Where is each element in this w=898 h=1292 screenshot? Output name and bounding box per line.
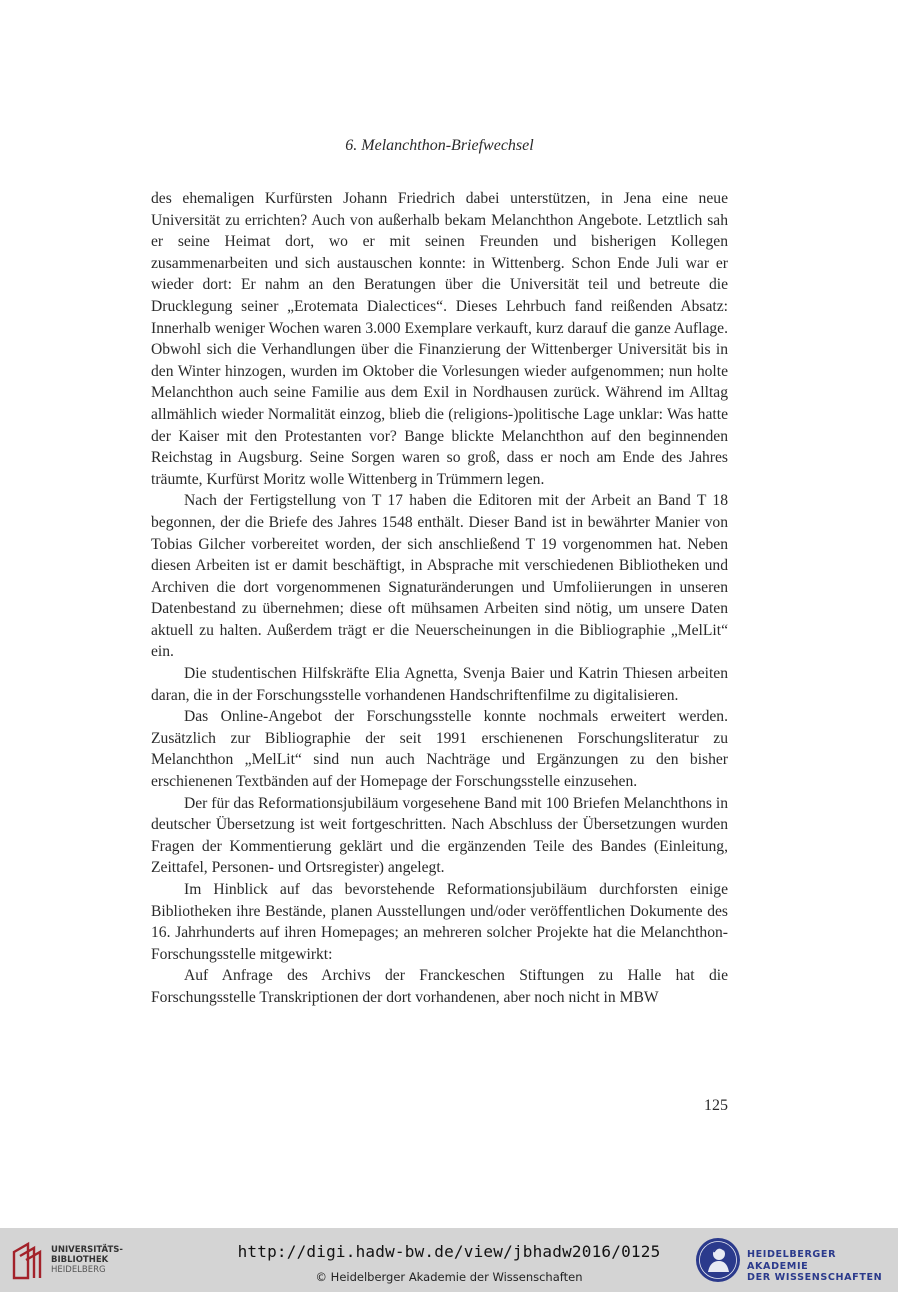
ub-line-1: UNIVERSITÄTS- <box>51 1245 123 1255</box>
paragraph-7: Auf Anfrage des Archivs der Franckeschen Stiftungen zu Halle hat die Forschungsstelle Transkriptionen der dort vorhandenen, aber noch nicht in MBW <box>151 967 728 1006</box>
paragraph-2: Nach der Fertigstellung von T 17 haben die Editoren mit der Arbeit an Band T 18 begonnen, der die Briefe des Jahres 1548 enthält. Dieser Band ist in bewährter Manier von Tobias Gilcher vorbereitet worden, der sich anschließend T 19 vorgenommen hat. Neben diesen Arbeiten ist er damit beschäftigt, in Absprache mit verschiedenen Bibliotheken und Archiven die dort vorgenommenen Signaturänderungen und Umfoliierungen in unseren Datenbestand zu übernehmen; diese oft mühsamen Arbeiten sind nötig, um unsere Daten aktuell zu halten. Außerdem trägt er die Neuerscheinungen in die Bibliographie „MelLit“ ein. <box>151 492 728 661</box>
hadw-logo[interactable] <box>694 1236 894 1286</box>
permalink-url[interactable]: http://digi.hadw-bw.de/view/jbhadw2016/0125 <box>237 1242 661 1261</box>
footer-bar <box>0 1228 898 1292</box>
running-head: 6. Melanchthon-Briefwechsel <box>345 137 534 154</box>
ub-line-2: BIBLIOTHEK <box>51 1255 109 1265</box>
body-text <box>151 188 728 1009</box>
paragraph-6: Im Hinblick auf das bevorstehende Reformationsjubiläum durchforsten einige Bibliotheken ihre Bestände, planen Ausstellungen und/oder veröffentlichen Dokumente des 16. Jahrhunderts auf ihren Homepages; an mehreren solcher Projekte hat die Melanchthon-Forschungsstelle mitgewirkt: <box>151 881 728 963</box>
hadw-text <box>747 1249 894 1284</box>
paragraph-5: Der für das Reformationsjubiläum vorgesehene Band mit 100 Briefen Melanchthons in deutscher Übersetzung ist weit fortgeschritten. Nach Abschluss der Übersetzungen wurden Fragen der Kommentierung geklärt und die ergänzenden Teile des Bandes (Einleitung, Zeittafel, Personen- und Ortsregister) angelegt. <box>151 794 728 877</box>
ub-line-3: HEIDELBERG <box>51 1265 106 1275</box>
copyright-text: © Heidelberger Akademie der Wissenschaften <box>315 1270 583 1284</box>
hadw-seal-icon <box>694 1236 742 1284</box>
paragraph-1: des ehemaligen Kurfürsten Johann Friedrich dabei unterstützen, in Jena eine neue Universität zu errichten? Auch von außerhalb bekam Melanchthon Angebote. Letztlich sah er seine Heimat dort, wo er mit seinen Freunden und bisherigen Kollegen zusammenarbeiten und sich austauschen konnte: in Wittenberg. Schon Ende Juli war er wieder dort: Er nahm an den Beratungen über die Universität teil und betreute die Drucklegung seiner „Erotemata Dialectices“. Dieses Lehrbuch fand reißenden Absatz: Innerhalb weniger Wochen waren 3.000 Exemplare verkauft, kurz darauf die ganze Auflage. Obwohl sich die Verhandlungen über die Finanzierung der Wittenberger Universität bis in den Winter hinzogen, wurden im Oktober die Vorlesungen wieder aufgenommen; nun holte Melanchthon auch seine Familie aus dem Exil in Nordhausen zurück. Während im Alltag allmählich wieder Normalität einzog, blieb die (religions-)politische Lage unklar: Was hatte der Kaiser mit den Protestanten vor? Bange blickte Melanchthon auf den beginnenden Reichstag in Augsburg. Seine Sorgen waren so groß, dass er noch am Ende des Jahres träumte, Kurfürst Moritz wolle Wittenberg in Trümmern legen. <box>151 190 728 488</box>
paragraph-4: Das Online-Angebot der Forschungsstelle konnte nochmals erweitert werden. Zusätzlich zur Bibliographie der seit 1991 erschienenen Forschungsliteratur zu Melanchthon „MelLit“ sind nun auch Nachträge und Ergänzungen zu den bisher erschienenen Textbänden auf der Homepage der Forschungsstelle einzusehen. <box>151 708 728 791</box>
paragraph-3: Die studentischen Hilfskräfte Elia Agnetta, Svenja Baier und Katrin Thiesen arbeiten daran, die in der Forschungsstelle vorhandenen Handschriftenfilme zu digitalisieren. <box>151 665 728 704</box>
hadw-line-1: HEIDELBERGER AKADEMIE <box>747 1249 837 1272</box>
hadw-line-2: DER WISSENSCHAFTEN <box>747 1272 883 1283</box>
page-number: 125 <box>704 1097 728 1114</box>
